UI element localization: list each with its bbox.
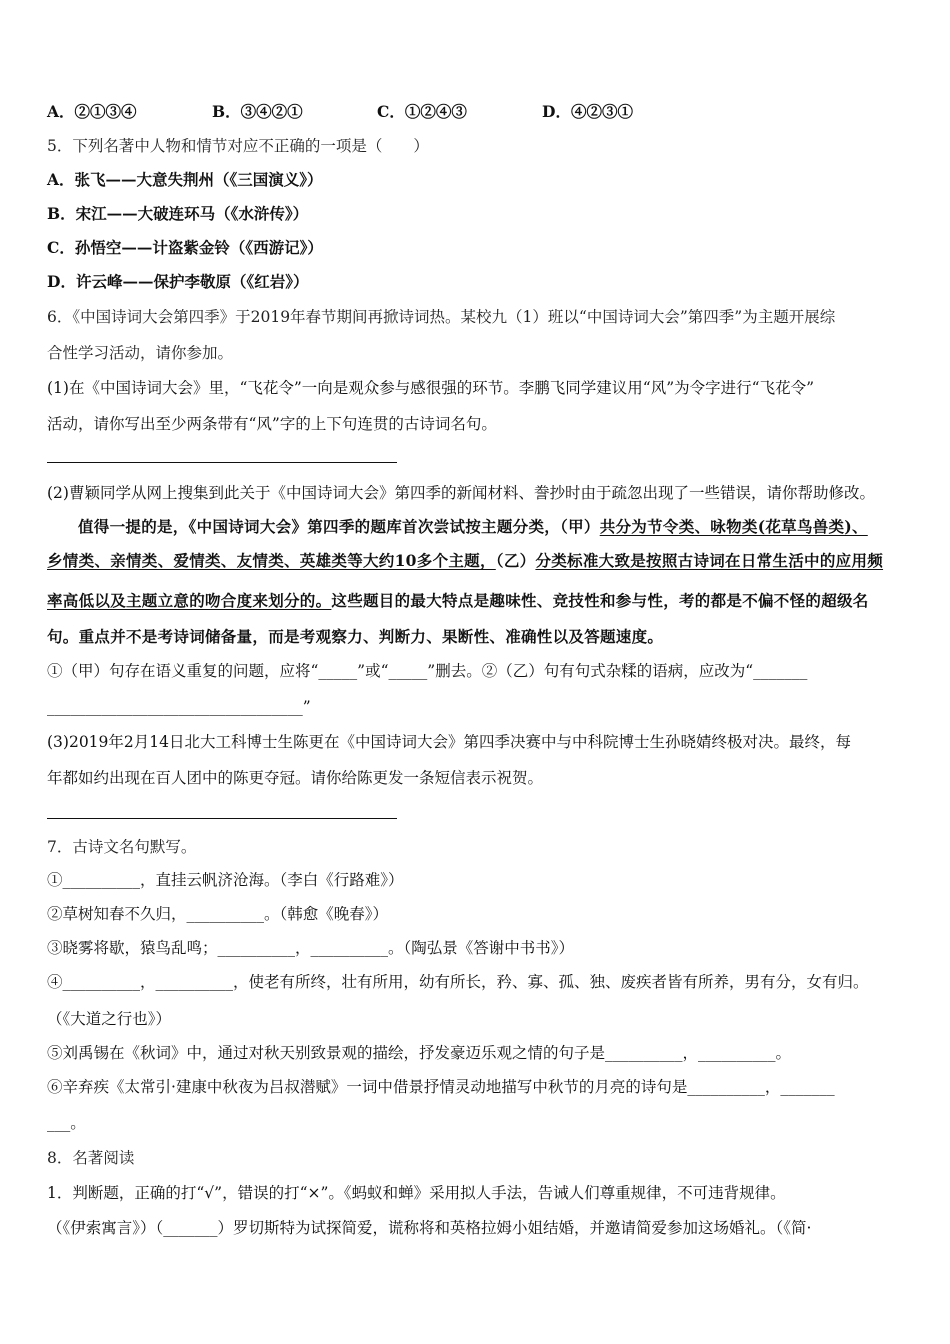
q6-part2-task-line2[interactable]: _________________________________”	[47, 698, 311, 716]
passage-marker-yi: （乙）	[495, 551, 536, 570]
q6-part1-line1: (1)在《中国诗词大会》里，“飞花令”一向是观众参与感很强的环节。李鹏飞同学建议用“风”为令字进行“飞花令”	[47, 379, 815, 397]
q7-item4[interactable]: ④__________，__________，使老有所终，壮有所用，幼有所长，矜、寡、孤、独、废疾者皆有所养，男有分，女有归。	[47, 973, 869, 991]
q7-item5[interactable]: ⑤刘禹锡在《秋词》中，通过对秋天别致景观的描绘，抒发豪迈乐观之情的句子是__________，__________。	[47, 1044, 792, 1062]
q7-item3[interactable]: ③晓雾将歇，猿鸟乱鸣；__________，__________。（陶弘景《答谢中书书》）	[47, 939, 575, 957]
q4-option-a: A．②①③④	[47, 102, 137, 121]
q7-item2[interactable]: ②草树知春不久归，__________。（韩愈《晚春》）	[47, 905, 389, 923]
q5-option-a: A．张飞——大意失荆州（《三国演义》）	[47, 170, 323, 189]
q7-item1[interactable]: ①__________，直挂云帆济沧海。（李白《行路难》）	[47, 871, 404, 889]
q6-part2-line1: (2)曹颖同学从网上搜集到此关于《中国诗词大会》第四季的新闻材料、誊抄时由于疏忽出现了一些错误，请你帮助修改。	[47, 484, 875, 502]
q6-part2-task-line1[interactable]: ①（甲）句存在语义重复的问题，应将“_____”或“_____”删去。②（乙）句有句式杂糅的语病，应改为“_______	[47, 662, 808, 680]
q5-option-b: B．宋江——大破连环马（《水浒传》）	[47, 204, 309, 223]
q5-option-d: D．许云峰——保护李敬原（《红岩》）	[47, 272, 309, 291]
q5-option-c: C．孙悟空——计盗紫金铃（《西游记》）	[47, 238, 323, 257]
q4-option-b: B．③④②①	[212, 102, 303, 121]
passage-sentence-yi-cont: 率高低以及主题立意的吻合度来划分的。	[47, 591, 332, 610]
q6-stem-line2: 合性学习活动，请你参加。	[47, 344, 234, 362]
q6-passage-line1	[78, 516, 868, 538]
passage-sentence-jia: 共分为节令类、咏物类(花草鸟兽类)、	[599, 517, 868, 536]
q6-part3-answer-line[interactable]	[47, 818, 397, 819]
passage-sentence-jia-cont: 乡情类、亲情类、爱情类、友情类、英雄类等大约10多个主题，	[47, 551, 496, 570]
q6-part1-answer-line[interactable]	[47, 462, 397, 463]
q6-passage-line4: 句。重点并不是考诗词储备量，而是考观察力、判断力、果断性、准确性以及答题速度。	[47, 627, 664, 646]
q8-judge-line2[interactable]: （《伊索寓言》）（_______）罗切斯特为试探简爱，谎称将和英格拉姆小姐结婚，并邀请简爱参加这场婚礼。（《简·	[47, 1219, 812, 1237]
q4-option-c: C．①②④③	[377, 102, 467, 121]
q6-part1-line2: 活动，请你写出至少两条带有“风”字的上下句连贯的古诗词名句。	[47, 415, 497, 433]
passage-sentence-yi: 分类标准大致是按照古诗词在日常生活中的应用频	[535, 551, 884, 570]
q7-stem: 7．古诗文名句默写。	[47, 838, 197, 856]
q6-passage-line3	[47, 590, 869, 612]
passage-text: 这些题目的最大特点是趣味性、竞技性和参与性，考的都是不偏不怪的超级名	[331, 591, 869, 610]
q6-part3-line2: 年都如约出现在百人团中的陈更夺冠。请你给陈更发一条短信表示祝贺。	[47, 769, 544, 787]
q6-part3-line1: (3)2019年2月14日北大工科博士生陈更在《中国诗词大会》第四季决赛中与中科院博士生孙晓婧终极对决。最终，每	[47, 733, 851, 751]
q7-item6[interactable]: ⑥辛弃疾《太常引·建康中秋夜为吕叔潜赋》一词中借景抒情灵动地描写中秋节的月亮的诗句是__________，_______	[47, 1078, 835, 1096]
q6-stem-line1: 6．《中国诗词大会第四季》于2019年春节期间再掀诗词热。某校九（1）班以“中国诗词大会”第四季”为主题开展综	[47, 308, 836, 326]
q8-stem: 8．名著阅读	[47, 1149, 135, 1167]
q5-stem: 5．下列名著中人物和情节对应不正确的一项是（ ）	[47, 137, 429, 155]
q7-item4-source: （《大道之行也》）	[47, 1010, 172, 1028]
q8-judge-line1: 1．判断题，正确的打“√”，错误的打“×”。《蚂蚁和蝉》采用拟人手法，告诫人们尊重规律，不可违背规律。	[47, 1184, 786, 1202]
q6-passage-line2	[47, 550, 883, 572]
passage-text: 值得一提的是，《中国诗词大会》第四季的题库首次尝试按主题分类，（甲）	[78, 517, 600, 536]
q7-item6-cont[interactable]: ___。	[47, 1114, 86, 1132]
q4-option-d: D．④②③①	[542, 102, 633, 121]
